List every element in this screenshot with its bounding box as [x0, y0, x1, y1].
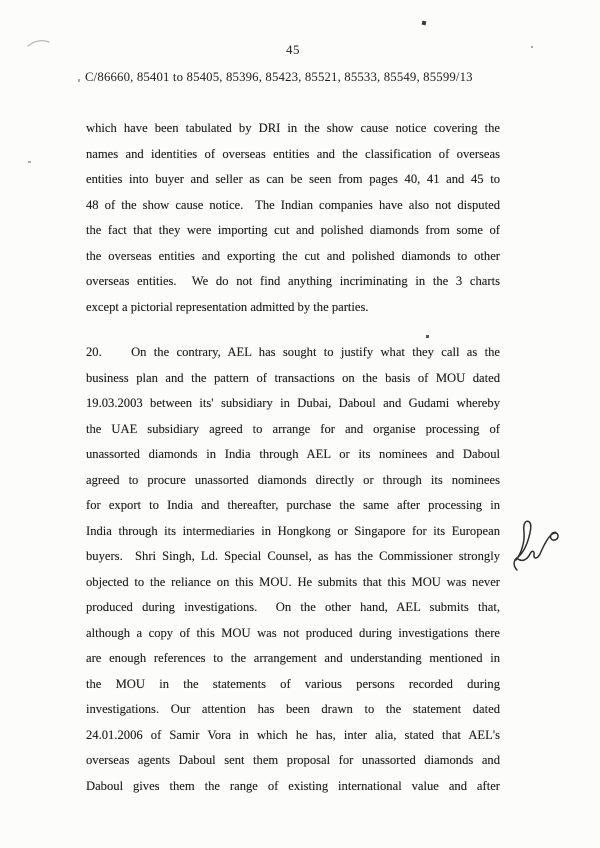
text-line: the UAE subsidiary agreed to arrange for and organise processing of: [86, 421, 500, 436]
paper-speck: [531, 46, 533, 48]
signature-icon: [506, 512, 562, 578]
paper-speck: [78, 79, 80, 82]
text-line: objected to the reliance on this MOU. He submits that this MOU was never: [86, 574, 500, 589]
ink-speck: [426, 335, 429, 338]
text-line: Daboul gives them the range of existing international value and after: [86, 778, 500, 793]
text-line: for export to India and thereafter, purchase the same after processing in: [86, 498, 500, 512]
text-line: although a copy of this MOU was not produced during investigations there: [86, 625, 500, 640]
pen-arc-icon: [26, 36, 52, 50]
paragraph-20: [86, 340, 500, 799]
text-line: overseas agents Daboul sent them proposal for unassorted diamonds and: [86, 753, 500, 767]
text-line: overseas entities. We do not find anything incriminating in the 3 charts: [86, 274, 500, 288]
text-line: the MOU in the statements of various persons recorded during: [86, 676, 500, 691]
text-line: entities into buyer and seller as can be seen from pages 40, 41 and 45 to: [86, 172, 500, 186]
text-line: agreed to procure unassorted diamonds directly or through its nominees: [86, 472, 500, 487]
text-line: 24.01.2006 of Samir Vora in which he has, inter alia, stated that AEL's: [86, 727, 500, 742]
text-line: 48 of the show cause notice. The Indian companies have also not disputed: [86, 197, 500, 212]
stray-pen-mark: [26, 36, 52, 50]
paragraph-1: [86, 116, 500, 320]
ink-speck: [422, 21, 427, 26]
page-number: 45: [286, 42, 300, 57]
text-line: the overseas entities and exporting the cut and polished diamonds to other: [86, 248, 500, 263]
text-line: unassorted diamonds in India through AEL or its nominees and Daboul: [86, 447, 500, 461]
text-line: India through its intermediaries in Hongkong or Singapore for its European: [86, 523, 500, 538]
text-line: investigations. Our attention has been drawn to the statement dated: [86, 702, 500, 716]
text-line: produced during investigations. On the other hand, AEL submits that,: [86, 600, 500, 614]
paper-speck: [28, 161, 31, 163]
text-line: business plan and the pattern of transactions on the basis of MOU dated: [86, 370, 500, 385]
case-number-line: C/86660, 85401 to 85405, 85396, 85423, 85521, 85533, 85549, 85599/13: [85, 70, 473, 84]
text-line: 19.03.2003 between its' subsidiary in Dubai, Daboul and Gudami whereby: [86, 396, 500, 410]
text-line: names and identities of overseas entities and the classification of overseas: [86, 146, 500, 161]
handwritten-signature: [506, 512, 562, 578]
text-line: 20. On the contrary, AEL has sought to justify what they call as the: [86, 345, 500, 359]
text-line: the fact that they were importing cut and polished diamonds from some of: [86, 223, 500, 237]
text-line: which have been tabulated by DRI in the show cause notice covering the: [86, 121, 500, 135]
text-line: buyers. Shri Singh, Ld. Special Counsel, as has the Commissioner strongly: [86, 549, 500, 563]
text-line: are enough references to the arrangement and understanding mentioned in: [86, 651, 500, 665]
text-line: except a pictorial representation admitted by the parties.: [86, 299, 369, 314]
